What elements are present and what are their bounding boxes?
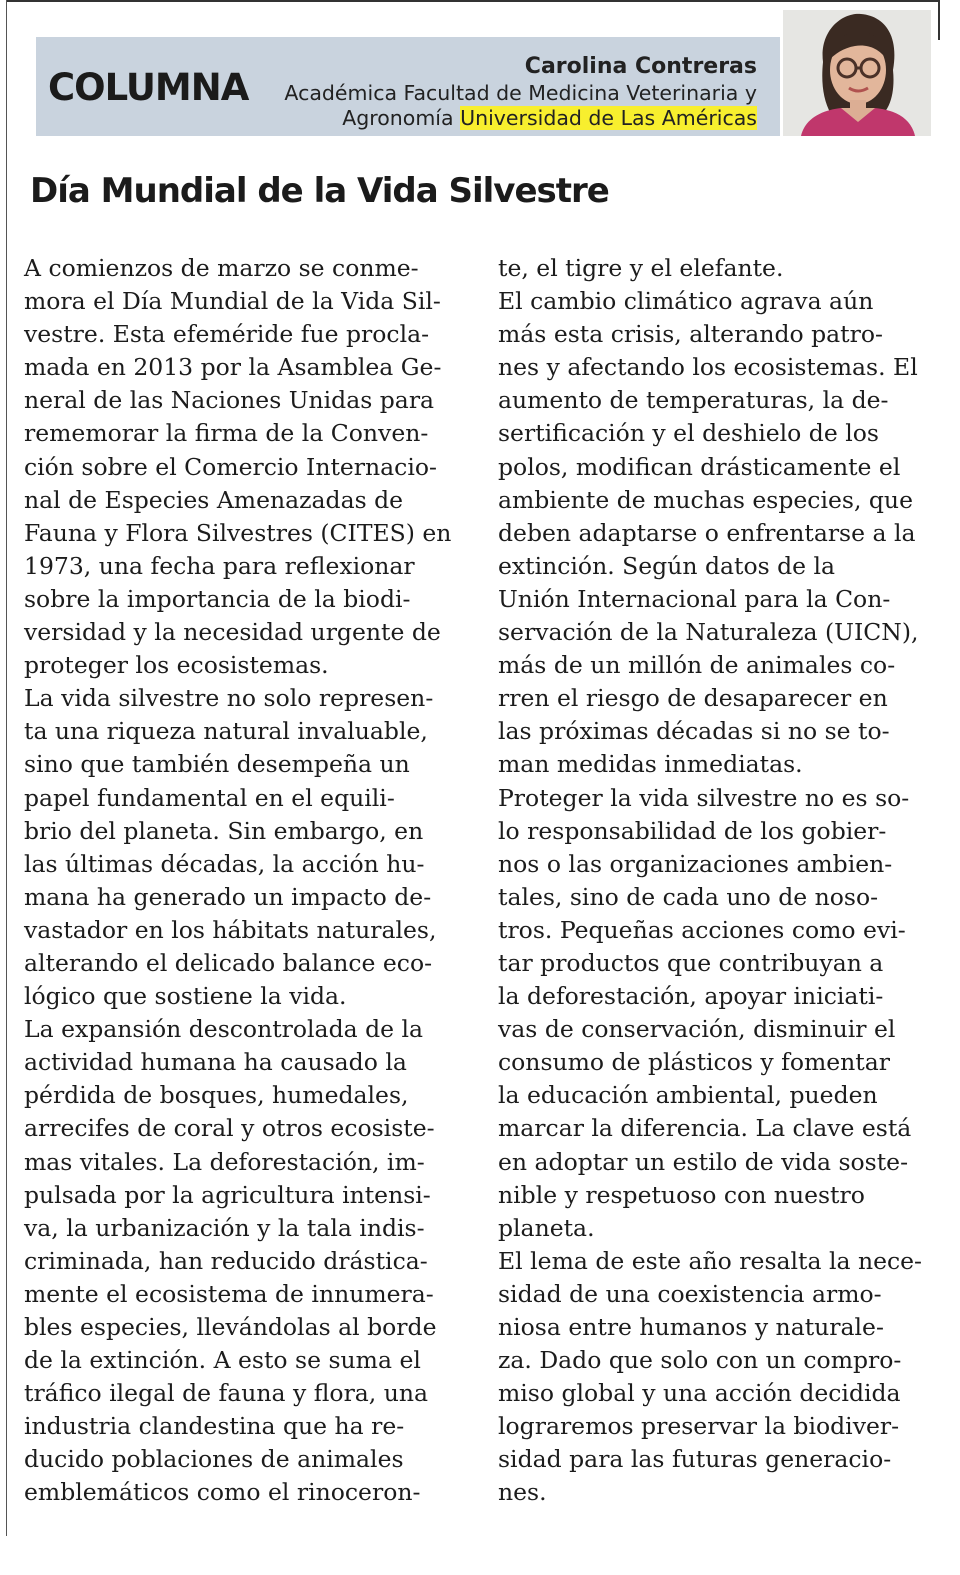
article-text-line: lo responsabilidad de los gobier- (498, 816, 887, 845)
author-name: Carolina Contreras (524, 54, 757, 79)
headline: Día Mundial de la Vida Silvestre (30, 171, 609, 211)
article-text-line: lograremos preservar la biodiver- (498, 1412, 900, 1441)
author-role-plain: Agronomía (342, 106, 461, 130)
article-text-line: alterando el delicado balance eco- (24, 948, 433, 977)
article-text-line: mora el Día Mundial de la Vida Sil- (24, 287, 441, 316)
article-text-line: sidad de una coexistencia armo- (498, 1279, 882, 1308)
article-text-line: en adoptar un estilo de vida soste- (498, 1147, 909, 1176)
article-text-line: actividad humana ha causado la (24, 1048, 407, 1077)
article-text-line: rren el riesgo de desaparecer en (498, 684, 888, 713)
article-text-line: tros. Pequeñas acciones como evi- (498, 915, 906, 944)
article-text-line: la educación ambiental, pueden (498, 1081, 878, 1110)
article-column-left (24, 252, 451, 1510)
article-text-line: sobre la importancia de la biodi- (24, 584, 411, 613)
article-text-line: pérdida de bosques, humedales, (24, 1081, 409, 1110)
article-text-line: arrecifes de coral y otros ecosiste- (24, 1114, 435, 1143)
article-text-line: ción sobre el Comercio Internacio- (24, 452, 437, 481)
article-text-line: tráfico ilegal de fauna y flora, una (24, 1379, 429, 1408)
article-text-line: las próximas décadas si no se to- (498, 717, 890, 746)
article-text-line: brio del planeta. Sin embargo, en (24, 816, 424, 845)
article-text-line: za. Dado que solo con un compro- (498, 1346, 902, 1375)
article-text-line: emblemáticos como el rinoceron- (24, 1478, 421, 1507)
author-block (257, 53, 757, 131)
article-text-line: Fauna y Flora Silvestres (CITES) en (24, 518, 452, 547)
article-text-line: lógico que sostiene la vida. (24, 982, 347, 1011)
article-text-line: proteger los ecosistemas. (24, 651, 329, 680)
article-text-line: Unión Internacional para la Con- (498, 584, 891, 613)
article-text-line: marcar la diferencia. La clave está (498, 1114, 912, 1143)
article-text-line: planeta. (498, 1213, 595, 1242)
article-text-line: mana ha generado un impacto de- (24, 882, 432, 911)
article-text-line: 1973, una fecha para reflexionar (24, 551, 415, 580)
article-text-line: mente el ecosistema de innumera- (24, 1279, 434, 1308)
page-left-rule (6, 0, 7, 1536)
article-text-line: tales, sino de cada uno de noso- (498, 882, 879, 911)
article-text-line: ducido poblaciones de animales (24, 1445, 404, 1474)
article-text-line: Proteger la vida silvestre no es so- (498, 783, 910, 812)
article-text-line: más esta crisis, alterando patro- (498, 320, 883, 349)
article-text-line: ambiente de muchas especies, que (498, 485, 913, 514)
section-label: COLUMNA (48, 66, 249, 109)
article-text-line: consumo de plásticos y fomentar (498, 1048, 890, 1077)
article-text-line: nible y respetuoso con nuestro (498, 1180, 865, 1209)
article-text-line: vas de conservación, disminuir el (498, 1015, 896, 1044)
article-text-line: va, la urbanización y la tala indis- (24, 1213, 425, 1242)
article-text-line: versidad y la necesidad urgente de (24, 618, 441, 647)
author-role-line1: Académica Facultad de Medicina Veterinaria y (284, 81, 757, 105)
article-text-line: ta una riqueza natural invaluable, (24, 717, 428, 746)
article-text-line: sino que también desempeña un (24, 750, 410, 779)
article-column-right (498, 252, 922, 1510)
article-text-line: deben adaptarse o enfrentarse a la (498, 518, 916, 547)
article-text-line: vastador en los hábitats naturales, (24, 915, 437, 944)
article-text-line: sidad para las futuras generacio- (498, 1445, 892, 1474)
article-text-line: La vida silvestre no solo represen- (24, 684, 434, 713)
article-text-line: man medidas inmediatas. (498, 750, 803, 779)
article-text-line: papel fundamental en el equili- (24, 783, 395, 812)
article-text-line: mas vitales. La deforestación, im- (24, 1147, 425, 1176)
article-text-line: más de un millón de animales co- (498, 651, 896, 680)
article-text-line: tar productos que contribuyan a (498, 948, 884, 977)
article-text-line: nal de Especies Amenazadas de (24, 485, 404, 514)
author-university-highlight: Universidad de Las Américas (460, 106, 757, 130)
author-role-line2 (257, 106, 757, 131)
article-text-line: La expansión descontrolada de la (24, 1015, 424, 1044)
article-text-line: criminada, han reducido drástica- (24, 1246, 428, 1275)
article-text-line: rememorar la firma de la Conven- (24, 419, 429, 448)
page-right-rule (938, 0, 940, 40)
article-text-line: la deforestación, apoyar iniciati- (498, 982, 884, 1011)
article-text-line: nes y afectando los ecosistemas. El (498, 353, 918, 382)
page-top-rule (6, 0, 940, 2)
author-portrait-image (783, 10, 931, 136)
article-text-line: pulsada por la agricultura intensi- (24, 1180, 431, 1209)
article-text-line: extinción. Según datos de la (498, 551, 836, 580)
article-text-line: servación de la Naturaleza (UICN), (498, 618, 919, 647)
article-text-line: polos, modifican drásticamente el (498, 452, 901, 481)
article-text-line: El cambio climático agrava aún (498, 287, 874, 316)
article-text-line: nos o las organizaciones ambien- (498, 849, 893, 878)
article-text-line: miso global y una acción decidida (498, 1379, 901, 1408)
author-photo (783, 10, 931, 136)
article-text-line: vestre. Esta efeméride fue procla- (24, 320, 430, 349)
article-text-line: nes. (498, 1478, 547, 1507)
article-text-line: industria clandestina que ha re- (24, 1412, 405, 1441)
article-text-line: A comienzos de marzo se conme- (24, 254, 419, 282)
article-text-line: sertificación y el deshielo de los (498, 419, 879, 448)
article-text-line: te, el tigre y el elefante. (498, 254, 784, 282)
article-text-line: bles especies, llevándolas al borde (24, 1313, 437, 1341)
article-text-line: niosa entre humanos y naturale- (498, 1313, 884, 1341)
article-text-line: neral de las Naciones Unidas para (24, 386, 435, 415)
article-text-line: El lema de este año resalta la nece- (498, 1246, 922, 1275)
article-text-line: mada en 2013 por la Asamblea Ge- (24, 353, 442, 382)
article-text-line: las últimas décadas, la acción hu- (24, 849, 425, 878)
article-text-line: aumento de temperaturas, la de- (498, 386, 889, 415)
article-text-line: de la extinción. A esto se suma el (24, 1346, 421, 1375)
